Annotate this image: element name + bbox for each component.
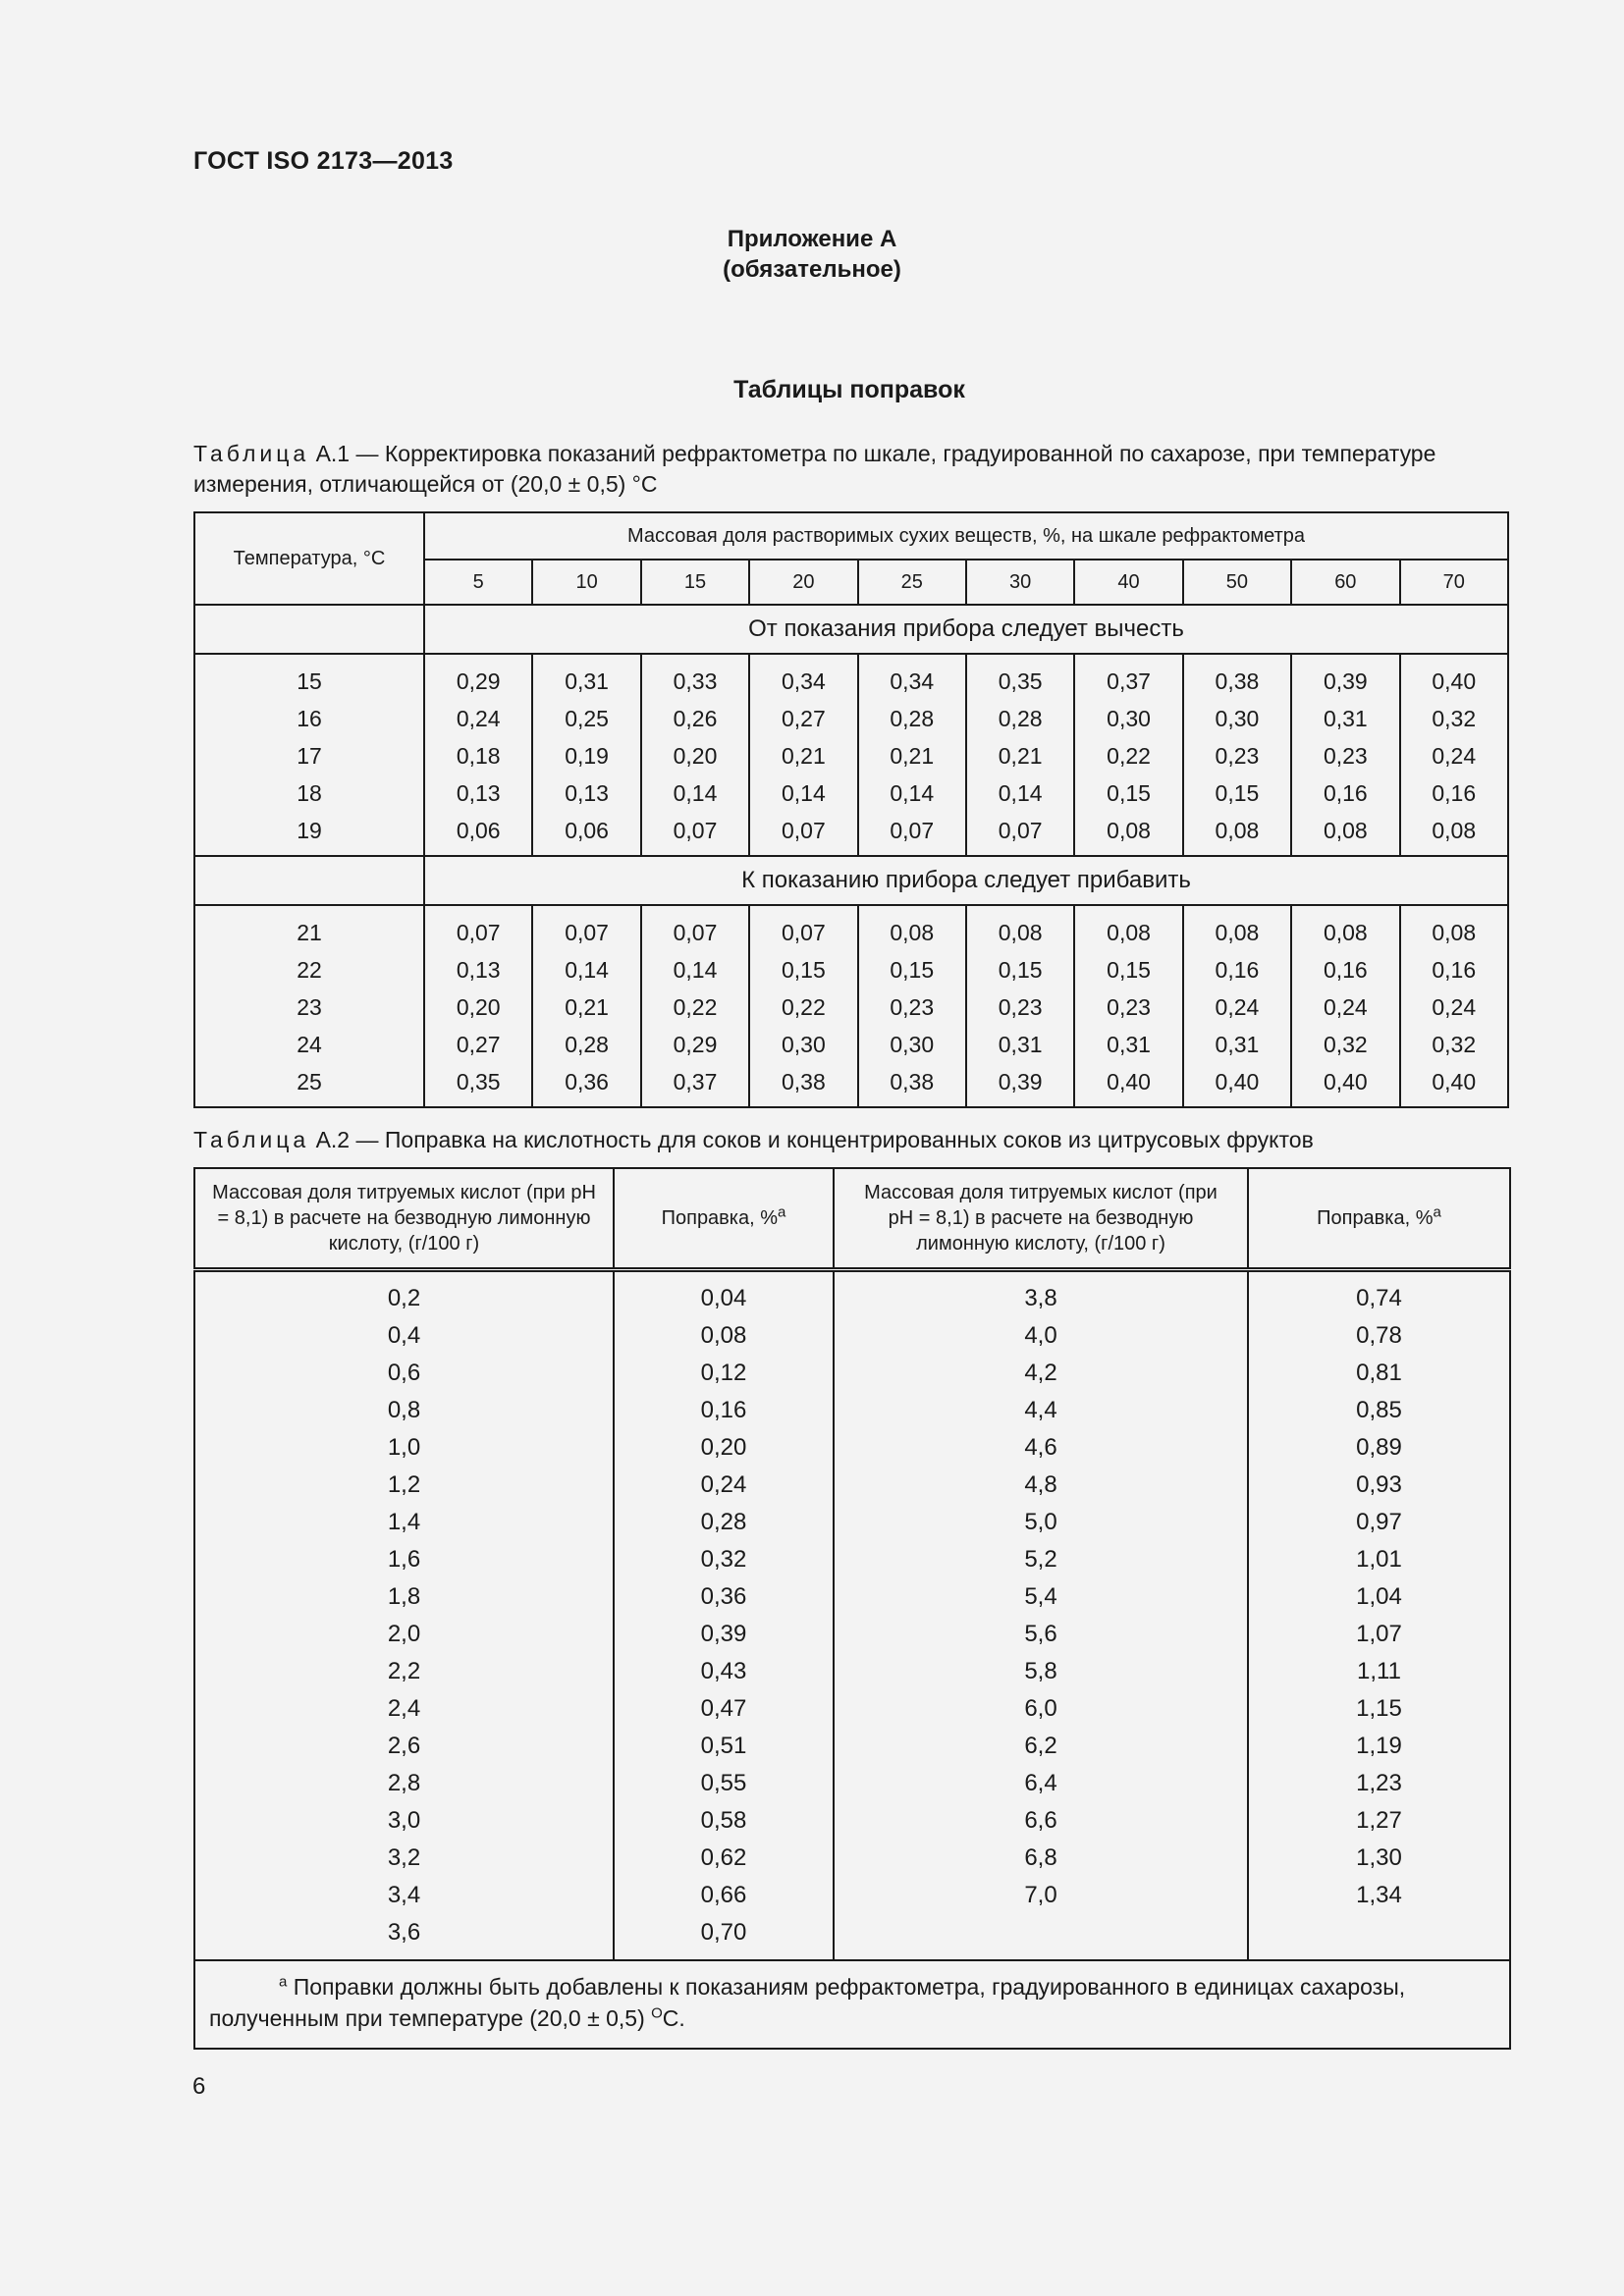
header-acid-right xyxy=(834,1168,1248,1270)
acid-cell: 6,8 xyxy=(834,1840,1248,1877)
scale-value: 50 xyxy=(1183,560,1291,605)
footnote-cell xyxy=(194,1960,1510,2049)
acid-cell: 0,8 xyxy=(194,1392,614,1429)
correction-cell xyxy=(1248,1914,1510,1960)
value-cell: 0,34 xyxy=(749,654,857,700)
correction-cell: 1,34 xyxy=(1356,1882,1402,1908)
value-cell: 0,14 xyxy=(532,951,640,988)
footnote-row xyxy=(194,1960,1510,2049)
acid-cell: 2,8 xyxy=(194,1765,614,1802)
correction-cell: 0,97 xyxy=(1356,1509,1402,1535)
correction-cell: 0,51 xyxy=(614,1728,834,1765)
correction-cell: 0,55 xyxy=(614,1765,834,1802)
header-acid-left-text: Массовая доля титруемых кислот (при pH = 8,1) в расчете на безводную лимонную кислоту, (г/100 г) xyxy=(212,1182,596,1255)
temperature-cell: 18 xyxy=(194,774,424,812)
footnote-text: Поправки должны быть добавлены к показаниям рефрактометра, градуированного в единицах сахарозы, xyxy=(287,1974,1406,2000)
group-header-row xyxy=(194,605,1508,654)
value-cell: 0,23 xyxy=(1183,737,1291,774)
value-cell: 0,33 xyxy=(641,654,749,700)
header-correction-right xyxy=(1248,1168,1510,1270)
value-cell: 0,14 xyxy=(749,774,857,812)
table-row xyxy=(194,1690,1510,1728)
acid-cell: 5,0 xyxy=(834,1504,1248,1541)
value-cell: 0,08 xyxy=(1291,905,1399,951)
correction-cell: 1,30 xyxy=(1356,1844,1402,1871)
acid-cell: 1,4 xyxy=(194,1504,614,1541)
correction-cell: 0,89 xyxy=(1356,1434,1402,1461)
value-cell: 0,08 xyxy=(1074,812,1182,856)
group-label: К показанию прибора следует прибавить xyxy=(424,856,1508,905)
correction-cell: 0,16 xyxy=(614,1392,834,1429)
value-cell: 0,15 xyxy=(966,951,1074,988)
value-cell: 0,40 xyxy=(1432,1068,1477,1095)
annex-status: (обязательное) xyxy=(723,256,901,283)
value-cell: 0,35 xyxy=(424,1063,532,1107)
table-row xyxy=(194,1653,1510,1690)
correction-cell: 0,43 xyxy=(614,1653,834,1690)
table-row xyxy=(194,1063,1508,1107)
correction-cell: 0,58 xyxy=(614,1802,834,1840)
value-cell: 0,36 xyxy=(532,1063,640,1107)
value-cell: 0,30 xyxy=(1183,700,1291,737)
value-cell: 0,13 xyxy=(424,774,532,812)
value-cell: 0,38 xyxy=(749,1063,857,1107)
footnote-line-1 xyxy=(209,1971,1497,2002)
value-cell: 0,40 xyxy=(1183,1063,1291,1107)
value-cell: 0,20 xyxy=(424,988,532,1026)
correction-cell: 0,93 xyxy=(1356,1471,1402,1498)
value-cell: 0,23 xyxy=(858,988,966,1026)
value-cell: 0,31 xyxy=(966,1026,1074,1063)
temperature-cell: 24 xyxy=(194,1026,424,1063)
table-row xyxy=(194,1270,1510,1318)
document-code: ГОСТ ISO 2173—2013 xyxy=(193,147,454,175)
value-cell: 0,29 xyxy=(641,1026,749,1063)
correction-cell: 0,12 xyxy=(614,1355,834,1392)
temperature-cell: 22 xyxy=(194,951,424,988)
value-cell: 0,15 xyxy=(1074,951,1182,988)
value-cell: 0,31 xyxy=(532,654,640,700)
group-label: От показания прибора следует вычесть xyxy=(424,605,1508,654)
acid-cell: 6,6 xyxy=(834,1802,1248,1840)
value-cell: 0,06 xyxy=(532,812,640,856)
acid-cell: 3,0 xyxy=(194,1802,614,1840)
header-temperature: Температура, °С xyxy=(194,512,424,605)
value-cell: 0,16 xyxy=(1291,951,1399,988)
value-cell: 0,24 xyxy=(1291,988,1399,1026)
acid-cell: 3,2 xyxy=(194,1840,614,1877)
scale-value: 5 xyxy=(424,560,532,605)
annex-title: Приложение А xyxy=(727,226,897,252)
scale-value: 25 xyxy=(858,560,966,605)
value-cell: 0,31 xyxy=(1291,700,1399,737)
value-cell: 0,24 xyxy=(1432,742,1477,769)
acid-cell: 4,6 xyxy=(834,1429,1248,1467)
caption-prefix: Таблица xyxy=(193,441,310,466)
temperature-cell: 17 xyxy=(194,737,424,774)
table-row xyxy=(194,1429,1510,1467)
correction-cell: 0,70 xyxy=(614,1914,834,1960)
value-cell: 0,15 xyxy=(1183,774,1291,812)
section-title: Таблицы поправок xyxy=(733,376,965,403)
table-row xyxy=(194,1616,1510,1653)
value-cell: 0,08 xyxy=(1074,905,1182,951)
value-cell: 0,08 xyxy=(1432,919,1477,945)
value-cell: 0,20 xyxy=(641,737,749,774)
value-cell: 0,25 xyxy=(532,700,640,737)
acid-cell: 6,4 xyxy=(834,1765,1248,1802)
correction-cell: 0,81 xyxy=(1356,1360,1402,1386)
header-correction-text: Поправка, % xyxy=(1317,1207,1434,1229)
footnote-unit: С. xyxy=(662,2005,685,2031)
value-cell: 0,38 xyxy=(1183,654,1291,700)
value-cell: 0,24 xyxy=(424,700,532,737)
header-correction-text: Поправка, % xyxy=(661,1207,779,1229)
correction-cell: 0,24 xyxy=(614,1467,834,1504)
acid-cell xyxy=(834,1914,1248,1960)
value-cell: 0,30 xyxy=(858,1026,966,1063)
header-acid-right-text: Массовая доля титруемых кислот (при pH = 8,1) в расчете на безводную лимонную кислоту, (г/100 г) xyxy=(864,1182,1218,1255)
acid-cell: 1,2 xyxy=(194,1467,614,1504)
value-cell: 0,16 xyxy=(1432,956,1477,983)
value-cell: 0,14 xyxy=(641,951,749,988)
value-cell: 0,28 xyxy=(858,700,966,737)
value-cell: 0,31 xyxy=(1074,1026,1182,1063)
value-cell: 0,15 xyxy=(1074,774,1182,812)
value-cell: 0,22 xyxy=(749,988,857,1026)
correction-cell: 0,85 xyxy=(1356,1397,1402,1423)
value-cell: 0,21 xyxy=(532,988,640,1026)
table-row xyxy=(194,1467,1510,1504)
value-cell: 0,21 xyxy=(858,737,966,774)
value-cell: 0,07 xyxy=(966,812,1074,856)
acid-cell: 4,4 xyxy=(834,1392,1248,1429)
acid-cell: 4,2 xyxy=(834,1355,1248,1392)
table-a2 xyxy=(193,1167,1511,2050)
correction-cell: 1,27 xyxy=(1356,1807,1402,1834)
correction-cell: 1,15 xyxy=(1356,1695,1402,1722)
value-cell: 0,14 xyxy=(966,774,1074,812)
value-cell: 0,08 xyxy=(1291,812,1399,856)
table-row xyxy=(194,1541,1510,1578)
value-cell: 0,06 xyxy=(424,812,532,856)
correction-cell: 1,11 xyxy=(1357,1658,1401,1684)
table-row xyxy=(194,1317,1510,1355)
value-cell: 0,07 xyxy=(749,812,857,856)
value-cell: 0,15 xyxy=(749,951,857,988)
acid-cell: 7,0 xyxy=(834,1877,1248,1914)
scale-value: 30 xyxy=(966,560,1074,605)
value-cell: 0,07 xyxy=(641,812,749,856)
value-cell: 0,08 xyxy=(966,905,1074,951)
correction-cell: 0,08 xyxy=(614,1317,834,1355)
acid-cell: 5,8 xyxy=(834,1653,1248,1690)
footnote-mark: a xyxy=(279,1973,288,1991)
group-spacer xyxy=(194,856,424,905)
table-row xyxy=(194,1026,1508,1063)
correction-cell: 1,07 xyxy=(1356,1621,1402,1647)
correction-cell: 0,04 xyxy=(614,1270,834,1318)
table-row xyxy=(194,654,1508,700)
value-cell: 0,21 xyxy=(966,737,1074,774)
value-cell: 0,35 xyxy=(966,654,1074,700)
temperature-cell: 25 xyxy=(194,1063,424,1107)
value-cell: 0,26 xyxy=(641,700,749,737)
page-number: 6 xyxy=(192,2073,206,2100)
value-cell: 0,16 xyxy=(1291,774,1399,812)
acid-cell: 2,2 xyxy=(194,1653,614,1690)
table-row xyxy=(194,1765,1510,1802)
correction-cell: 1,01 xyxy=(1356,1546,1402,1573)
scale-value: 70 xyxy=(1400,560,1508,605)
value-cell: 0,27 xyxy=(424,1026,532,1063)
table-a2-caption xyxy=(193,1125,1509,1155)
value-cell: 0,14 xyxy=(858,774,966,812)
value-cell: 0,23 xyxy=(1074,988,1182,1026)
footnote-mark: a xyxy=(1433,1203,1441,1221)
acid-cell: 4,0 xyxy=(834,1317,1248,1355)
table-row xyxy=(194,1392,1510,1429)
value-cell: 0,23 xyxy=(1291,737,1399,774)
degree-mark: O xyxy=(651,2004,663,2022)
acid-cell: 6,0 xyxy=(834,1690,1248,1728)
acid-cell: 0,4 xyxy=(194,1317,614,1355)
value-cell: 0,27 xyxy=(749,700,857,737)
value-cell: 0,40 xyxy=(1074,1063,1182,1107)
value-cell: 0,07 xyxy=(424,905,532,951)
acid-cell: 2,6 xyxy=(194,1728,614,1765)
correction-cell: 0,62 xyxy=(614,1840,834,1877)
acid-cell: 5,4 xyxy=(834,1578,1248,1616)
acid-cell: 1,0 xyxy=(194,1429,614,1467)
value-cell: 0,13 xyxy=(424,951,532,988)
value-cell: 0,18 xyxy=(424,737,532,774)
temperature-cell: 15 xyxy=(194,654,424,700)
correction-cell: 0,36 xyxy=(614,1578,834,1616)
value-cell: 0,22 xyxy=(641,988,749,1026)
value-cell: 0,24 xyxy=(1432,993,1477,1020)
value-cell: 0,22 xyxy=(1074,737,1182,774)
footnote-line-2 xyxy=(209,2002,1497,2034)
table-row xyxy=(194,1578,1510,1616)
value-cell: 0,21 xyxy=(749,737,857,774)
temperature-cell: 23 xyxy=(194,988,424,1026)
value-cell: 0,08 xyxy=(858,905,966,951)
value-cell: 0,16 xyxy=(1432,779,1477,806)
acid-cell: 2,0 xyxy=(194,1616,614,1653)
table-row xyxy=(194,905,1508,951)
value-cell: 0,13 xyxy=(532,774,640,812)
temperature-cell: 21 xyxy=(194,905,424,951)
value-cell: 0,40 xyxy=(1291,1063,1399,1107)
table-row xyxy=(194,1355,1510,1392)
value-cell: 0,08 xyxy=(1183,905,1291,951)
temperature-cell: 19 xyxy=(194,812,424,856)
acid-cell: 3,6 xyxy=(194,1914,614,1960)
table-row xyxy=(194,1914,1510,1960)
scale-value: 40 xyxy=(1074,560,1182,605)
value-cell: 0,32 xyxy=(1291,1026,1399,1063)
table-row xyxy=(194,812,1508,856)
value-cell: 0,32 xyxy=(1432,1031,1477,1057)
acid-cell: 3,8 xyxy=(834,1270,1248,1318)
scale-value: 20 xyxy=(749,560,857,605)
correction-cell: 0,28 xyxy=(614,1504,834,1541)
correction-cell: 0,66 xyxy=(614,1877,834,1914)
header-scale: Массовая доля растворимых сухих веществ, %, на шкале рефрактометра xyxy=(424,512,1508,560)
acid-cell: 5,6 xyxy=(834,1616,1248,1653)
acid-cell: 3,4 xyxy=(194,1877,614,1914)
table-row xyxy=(194,1504,1510,1541)
value-cell: 0,08 xyxy=(1183,812,1291,856)
header-acid-left xyxy=(194,1168,614,1270)
value-cell: 0,37 xyxy=(641,1063,749,1107)
value-cell: 0,40 xyxy=(1432,667,1477,694)
correction-cell: 0,39 xyxy=(614,1616,834,1653)
caption-text: А.1 — Корректировка показаний рефрактометра по шкале, градуированной по сахарозе, при температуре измерения, отличающейся от (20,0 ± 0,5) °С xyxy=(193,441,1436,497)
value-cell: 0,31 xyxy=(1183,1026,1291,1063)
group-spacer xyxy=(194,605,424,654)
scale-value: 15 xyxy=(641,560,749,605)
correction-cell: 0,78 xyxy=(1356,1322,1402,1349)
value-cell: 0,28 xyxy=(966,700,1074,737)
correction-cell: 0,20 xyxy=(614,1429,834,1467)
acid-cell: 5,2 xyxy=(834,1541,1248,1578)
table-a1 xyxy=(193,511,1509,1108)
footnote-mark: a xyxy=(778,1203,786,1221)
table-a1-caption xyxy=(193,439,1509,500)
correction-cell: 1,19 xyxy=(1356,1733,1402,1759)
table-row xyxy=(194,1840,1510,1877)
value-cell: 0,32 xyxy=(1432,705,1477,731)
value-cell: 0,19 xyxy=(532,737,640,774)
correction-cell: 0,32 xyxy=(614,1541,834,1578)
value-cell: 0,14 xyxy=(641,774,749,812)
value-cell: 0,24 xyxy=(1183,988,1291,1026)
value-cell: 0,08 xyxy=(1432,817,1477,843)
value-cell: 0,07 xyxy=(749,905,857,951)
value-cell: 0,39 xyxy=(1291,654,1399,700)
table-row xyxy=(194,1728,1510,1765)
acid-cell: 1,6 xyxy=(194,1541,614,1578)
scale-value: 10 xyxy=(532,560,640,605)
footnote-text: полученным при температуре (20,0 ± 0,5) xyxy=(209,2005,652,2031)
table-header-row xyxy=(194,512,1508,560)
table-row xyxy=(194,988,1508,1026)
table-row xyxy=(194,700,1508,737)
header-correction-left xyxy=(614,1168,834,1270)
table-header-row xyxy=(194,1168,1510,1270)
value-cell: 0,30 xyxy=(1074,700,1182,737)
value-cell: 0,38 xyxy=(858,1063,966,1107)
caption-prefix: Таблица xyxy=(193,1127,310,1152)
value-cell: 0,30 xyxy=(749,1026,857,1063)
table-row xyxy=(194,951,1508,988)
temperature-cell: 16 xyxy=(194,700,424,737)
value-cell: 0,07 xyxy=(858,812,966,856)
value-cell: 0,34 xyxy=(858,654,966,700)
acid-cell: 6,2 xyxy=(834,1728,1248,1765)
table-row xyxy=(194,1802,1510,1840)
value-cell: 0,07 xyxy=(532,905,640,951)
correction-cell: 0,47 xyxy=(614,1690,834,1728)
group-header-row xyxy=(194,856,1508,905)
value-cell: 0,23 xyxy=(966,988,1074,1026)
caption-text: А.2 — Поправка на кислотность для соков и концентрированных соков из цитрусовых фруктов xyxy=(309,1127,1314,1152)
acid-cell: 0,2 xyxy=(194,1270,614,1318)
scale-value: 60 xyxy=(1291,560,1399,605)
table-row xyxy=(194,737,1508,774)
table-row xyxy=(194,1877,1510,1914)
acid-cell: 1,8 xyxy=(194,1578,614,1616)
value-cell: 0,16 xyxy=(1183,951,1291,988)
value-cell: 0,39 xyxy=(966,1063,1074,1107)
correction-cell: 1,04 xyxy=(1356,1583,1402,1610)
correction-cell: 1,23 xyxy=(1356,1770,1402,1796)
value-cell: 0,37 xyxy=(1074,654,1182,700)
value-cell: 0,15 xyxy=(858,951,966,988)
acid-cell: 0,6 xyxy=(194,1355,614,1392)
acid-cell: 4,8 xyxy=(834,1467,1248,1504)
table-row xyxy=(194,774,1508,812)
correction-cell: 0,74 xyxy=(1356,1285,1402,1311)
value-cell: 0,28 xyxy=(532,1026,640,1063)
acid-cell: 2,4 xyxy=(194,1690,614,1728)
value-cell: 0,07 xyxy=(641,905,749,951)
value-cell: 0,29 xyxy=(424,654,532,700)
